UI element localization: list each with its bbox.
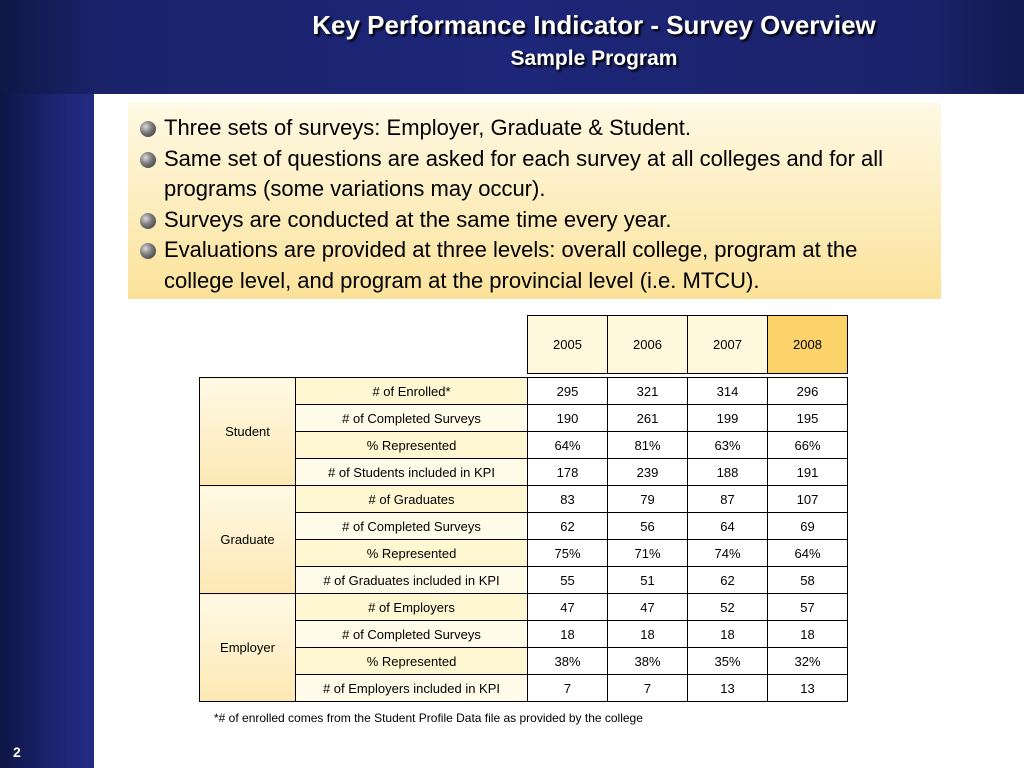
value-cell: 178 xyxy=(528,459,608,486)
value-cell: 38% xyxy=(608,648,688,675)
bullet-text: Three sets of surveys: Employer, Graduate & Student. xyxy=(164,115,692,140)
value-cell: 69 xyxy=(768,513,848,540)
year-header-row xyxy=(200,316,848,374)
group-label-graduate: Graduate xyxy=(200,486,296,594)
value-cell: 239 xyxy=(608,459,688,486)
value-cell: 18 xyxy=(608,621,688,648)
year-header-2007: 2007 xyxy=(688,316,768,374)
value-cell: 64 xyxy=(688,513,768,540)
value-cell: 107 xyxy=(768,486,848,513)
table-row xyxy=(200,378,848,405)
metric-label: % Represented xyxy=(296,432,528,459)
kpi-table xyxy=(199,315,848,702)
value-cell: 191 xyxy=(768,459,848,486)
metric-label: # of Employers xyxy=(296,594,528,621)
bullet-item xyxy=(140,205,933,236)
value-cell: 74% xyxy=(688,540,768,567)
bullet-ball-icon xyxy=(140,121,156,137)
group-label-student: Student xyxy=(200,378,296,486)
metric-label: # of Students included in KPI xyxy=(296,459,528,486)
table-row xyxy=(200,594,848,621)
metric-label: # of Graduates xyxy=(296,486,528,513)
table-row xyxy=(200,486,848,513)
value-cell: 66% xyxy=(768,432,848,459)
value-cell: 295 xyxy=(528,378,608,405)
bullet-ball-icon xyxy=(140,213,156,229)
empty-corner xyxy=(200,316,528,374)
footnote: *# of enrolled comes from the Student Profile Data file as provided by the college xyxy=(214,711,643,725)
value-cell: 79 xyxy=(608,486,688,513)
value-cell: 51 xyxy=(608,567,688,594)
bullet-ball-icon xyxy=(140,243,156,259)
value-cell: 55 xyxy=(528,567,608,594)
table-row xyxy=(200,540,848,567)
value-cell: 199 xyxy=(688,405,768,432)
metric-label: # of Completed Surveys xyxy=(296,405,528,432)
bullet-item xyxy=(140,113,933,144)
value-cell: 56 xyxy=(608,513,688,540)
table-row xyxy=(200,513,848,540)
table-row xyxy=(200,405,848,432)
value-cell: 83 xyxy=(528,486,608,513)
value-cell: 71% xyxy=(608,540,688,567)
value-cell: 7 xyxy=(528,675,608,702)
value-cell: 75% xyxy=(528,540,608,567)
value-cell: 18 xyxy=(688,621,768,648)
slide-sidebar xyxy=(0,94,94,768)
metric-label: # of Graduates included in KPI xyxy=(296,567,528,594)
value-cell: 190 xyxy=(528,405,608,432)
metric-label: % Represented xyxy=(296,648,528,675)
value-cell: 63% xyxy=(688,432,768,459)
value-cell: 32% xyxy=(768,648,848,675)
value-cell: 57 xyxy=(768,594,848,621)
group-label-employer: Employer xyxy=(200,594,296,702)
slide-title: Key Performance Indicator - Survey Overview xyxy=(312,10,876,40)
bullet-text: Surveys are conducted at the same time every year. xyxy=(164,206,672,232)
value-cell: 81% xyxy=(608,432,688,459)
table-row xyxy=(200,459,848,486)
slide-subtitle: Sample Program xyxy=(510,47,678,70)
value-cell: 62 xyxy=(528,513,608,540)
year-header-2005: 2005 xyxy=(528,316,608,374)
value-cell: 52 xyxy=(688,594,768,621)
bullet-text: Evaluations are provided at three levels: overall college, program at the college level, and program at the provincial level (i.e. MTCU). xyxy=(164,237,858,293)
bullet-box xyxy=(128,103,941,299)
value-cell: 62 xyxy=(688,567,768,594)
value-cell: 58 xyxy=(768,567,848,594)
value-cell: 13 xyxy=(768,675,848,702)
title-block xyxy=(94,6,1024,74)
value-cell: 296 xyxy=(768,378,848,405)
value-cell: 18 xyxy=(528,621,608,648)
value-cell: 321 xyxy=(608,378,688,405)
value-cell: 64% xyxy=(528,432,608,459)
value-cell: 47 xyxy=(608,594,688,621)
bullet-item xyxy=(140,144,933,205)
metric-label: # of Completed Surveys xyxy=(296,513,528,540)
metric-label: # of Enrolled* xyxy=(296,378,528,405)
table-row xyxy=(200,567,848,594)
page-number: 2 xyxy=(13,744,21,760)
metric-label: # of Completed Surveys xyxy=(296,621,528,648)
value-cell: 64% xyxy=(768,540,848,567)
metric-label: # of Employers included in KPI xyxy=(296,675,528,702)
value-cell: 87 xyxy=(688,486,768,513)
table-row xyxy=(200,432,848,459)
value-cell: 35% xyxy=(688,648,768,675)
value-cell: 195 xyxy=(768,405,848,432)
table-row xyxy=(200,675,848,702)
value-cell: 188 xyxy=(688,459,768,486)
bullet-item xyxy=(140,235,933,296)
value-cell: 47 xyxy=(528,594,608,621)
table-row xyxy=(200,621,848,648)
bullet-text: Same set of questions are asked for each survey at all colleges and for all programs (some variations may occur). xyxy=(164,145,884,201)
year-header-2008: 2008 xyxy=(768,316,848,374)
value-cell: 13 xyxy=(688,675,768,702)
value-cell: 7 xyxy=(608,675,688,702)
value-cell: 314 xyxy=(688,378,768,405)
bullet-ball-icon xyxy=(140,152,156,168)
value-cell: 261 xyxy=(608,405,688,432)
year-header-2006: 2006 xyxy=(608,316,688,374)
value-cell: 38% xyxy=(528,648,608,675)
metric-label: % Represented xyxy=(296,540,528,567)
table-row xyxy=(200,648,848,675)
value-cell: 18 xyxy=(768,621,848,648)
